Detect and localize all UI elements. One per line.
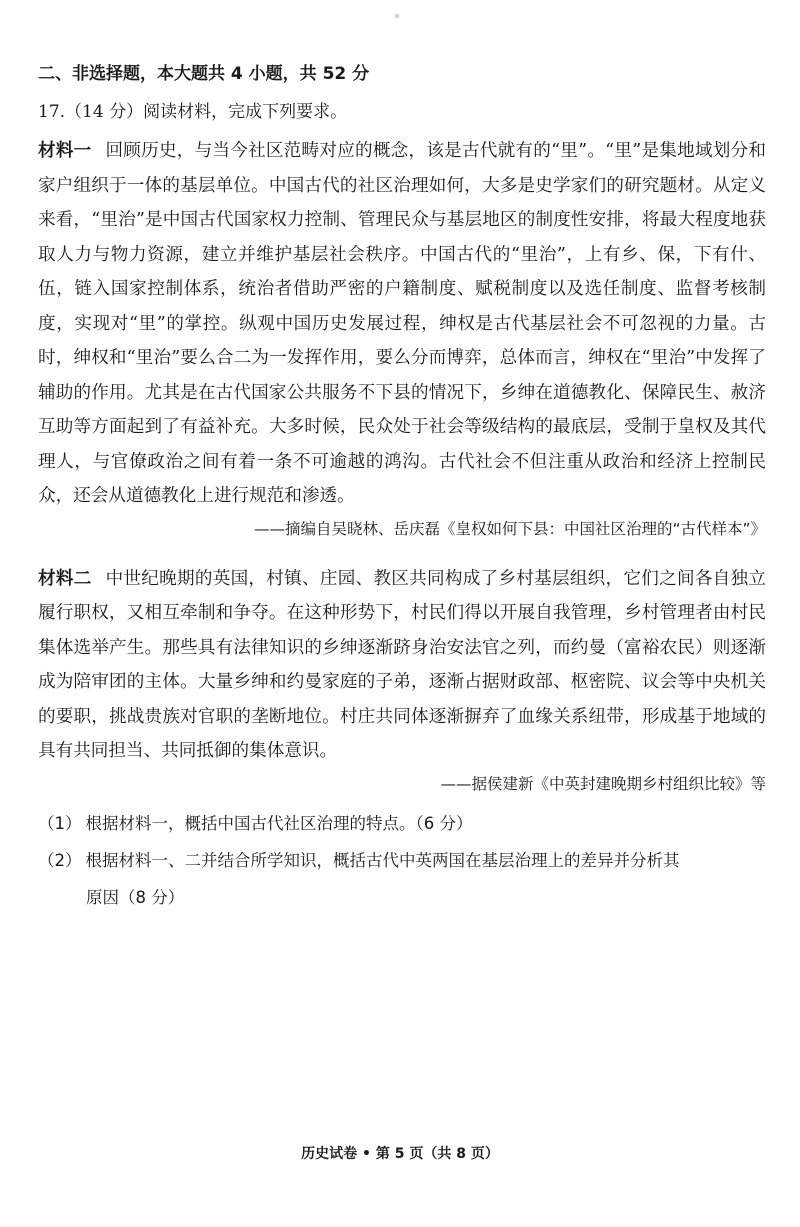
sub-question-1-number: （1） [38,813,82,833]
material-one-label: 材料一 [38,141,92,161]
section-title: 二、非选择题，本大题共 4 小题，共 52 分 [38,64,370,84]
page-footer: 历史试卷 • 第 5 页（共 8 页） [301,1146,499,1162]
material-one-source: ——摘编自吴晓林、岳庆磊《皇权如何下县：中国社区治理的“古代样本”》 [253,519,766,538]
material-one-text: 回顾历史，与当今社区范畴对应的概念，该是古代就有的“里”。“里”是集地域划分和家户组织于一体的基层单位。中国古代的社区治理如何，大多是史学家们的研究题材。从定义来看，“里治”是中国古代国家权力控制、管理民众与基层地区的制度性安排，将最大程度地获取人力与物力资源，建立并维护基层社会秩序。中国古代的“里治”，上有乡、保，下有什、伍，链入国家控制体系，统治者借助严密的户籍制度、赋税制度以及选任制度、监督考核制度，实现对“里”的掌控。纵观中国历史发展过程，绅权是古代基层社会不可忽视的力量。古时，绅权和“里治”要么合二为一发挥作用，要么分而博弈，总体而言，绅权在“里治”中发挥了辅助的作用。尤其是在古代国家公共服务不下县的情况下，乡绅在道德教化、保障民生、赦济互助等方面起到了有益补充。大多时候，民众处于社会等级结构的最底层，受制于皇权及其代理人，与官僚政治之间有着一条不可逾越的鸿沟。古代社会不但注重从政治和经济上控制民众，还会从道德教化上进行规范和渗透。 [38,141,766,506]
material-one [38,134,766,514]
question-header: 17.（14 分）阅读材料，完成下列要求。 [38,102,348,122]
material-two-label: 材料二 [38,568,92,589]
sub-question-1-text: 根据材料一，概括中国古代社区治理的特点。（6 分） [85,813,473,833]
sub-question-2 [38,842,766,879]
scan-dot [395,14,399,18]
sub-question-1 [38,805,766,842]
material-two [38,562,766,769]
material-two-source: ——据侯建新《中英封建晚期乡村组织比较》等 [440,774,766,793]
exam-page [38,62,766,916]
sub-question-2-number: （2） [38,850,82,870]
material-two-text: 中世纪晚期的英国，村镇、庄园、教区共同构成了乡村基层组织，它们之间各自独立履行职权，又相互牵制和争夺。在这种形势下，村民们得以开展自我管理，乡村管理者由村民集体选举产生。那些具有法律知识的乡绅逐渐跻身治安法官之列，而约曼（富裕农民）则逐渐成为陪审团的主体。大量乡绅和约曼家庭的子弟，逐渐占据财政部、枢密院、议会等中央机关的要职，挑战贵族对官职的垄断地位。村庄共同体逐渐摒弃了血缘关系纽带，形成基于地域的具有共同担当、共同抵御的集体意识。 [38,568,766,761]
sub-question-2-text: 根据材料一、二并结合所学知识，概括古代中英两国在基层治理上的差异并分析其 [85,850,680,870]
sub-question-2-continuation: 原因（8 分） [86,887,185,907]
